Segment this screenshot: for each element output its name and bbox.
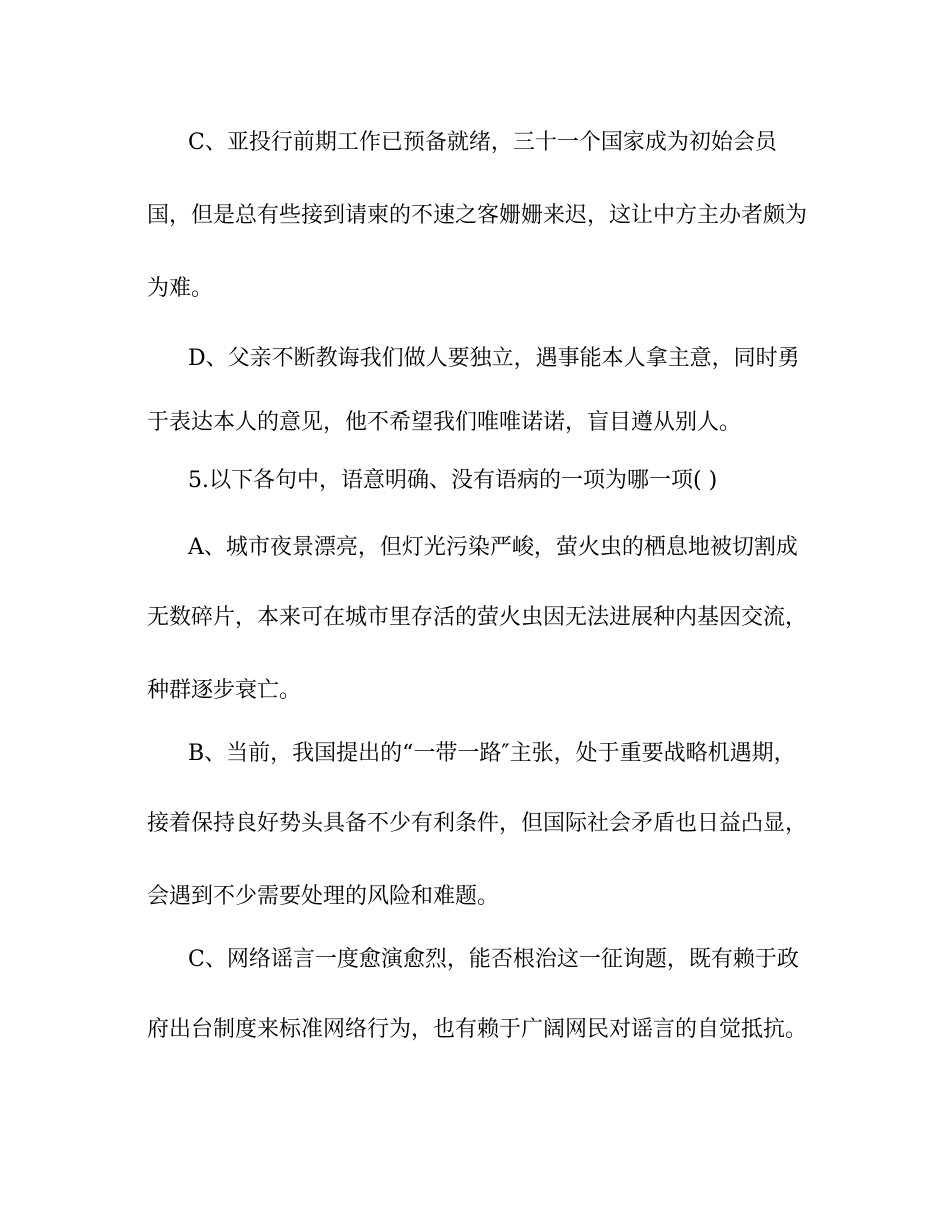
q5-option-a-line-1: A、城市夜景漂亮，但灯光污染严峻，萤火虫的栖息地被切割成 [188,535,798,560]
option-d-line-2: 于表达本人的意见，他不希望我们唯唯诺诺，盲目遵从别人。 [147,410,742,435]
option-d-line-1: D、父亲不断教诲我们做人要独立，遇事能本人拿主意，同时勇 [188,346,800,371]
option-c-line-3: 为难。 [147,276,214,301]
q5-option-a-line-2: 无数碎片，本来可在城市里存活的萤火虫因无法进展种内基因交流， [147,605,808,630]
q5-option-b-line-1: B、当前，我国提出的“一带一路″主张，处于重要战略机遇期， [188,741,796,766]
q5-option-b-line-2: 接着保持良好势头具备不少有利条件，但国际社会矛盾也日益凸显， [147,811,808,836]
q5-option-c-line-1: C、网络谣言一度愈演愈烈，能否根治这一征询题，既有赖于政 [188,947,799,972]
q5-option-c-line-2: 府出台制度来标准网络行为，也有赖于广阔网民对谣言的自觉抵抗。 [147,1017,808,1042]
question-5-stem: 5.以下各句中，语意明确、没有语病的一项为哪一项( ) [188,468,718,493]
q5-option-a-line-3: 种群逐步衰亡。 [147,678,302,703]
option-c-line-1: C、亚投行前期工作已预备就绪，三十一个国家成为初始会员 [188,130,777,155]
option-c-line-2: 国，但是总有些接到请柬的不速之客姗姗来迟，这让中方主办者颇为 [147,203,808,228]
q5-option-b-line-3: 会遇到不少需要处理的风险和难题。 [147,884,500,909]
